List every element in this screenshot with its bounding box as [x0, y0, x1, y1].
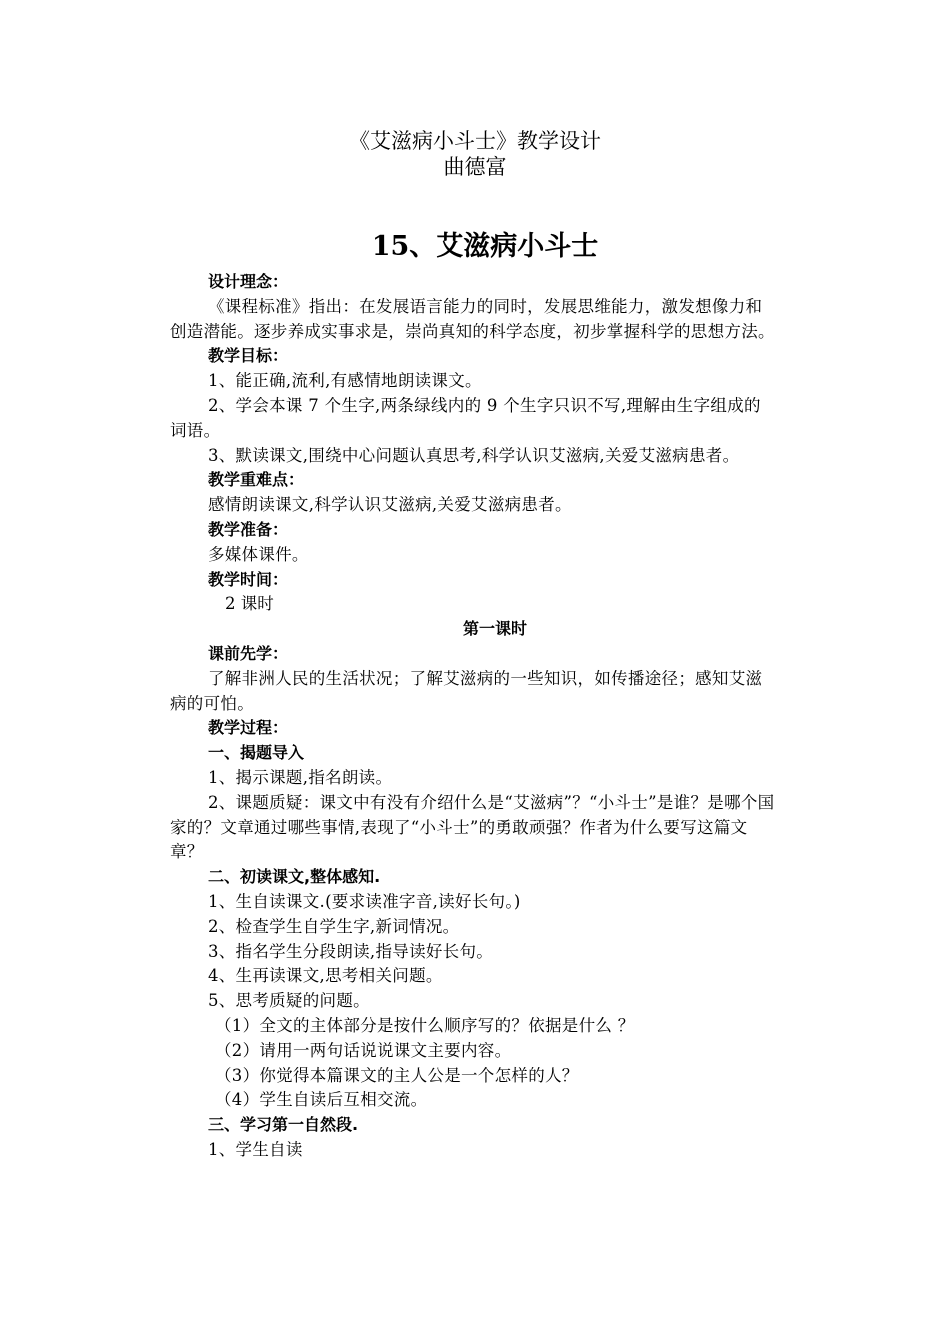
period-title: 第一课时	[462, 619, 527, 639]
process-heading: 教学过程：	[208, 718, 289, 738]
question-item: （2）请用一两句话说说课文主要内容。	[215, 1040, 512, 1060]
section-item: 2、检查学生自学生字,新词情况。	[207, 916, 460, 936]
section-heading: 三、学习第一自然段.	[208, 1115, 359, 1135]
section-item: 1、生自读课文.(要求读准字音,读好长句。)	[207, 891, 521, 911]
preparation-heading: 教学准备：	[208, 519, 289, 539]
time-text: 2 课时	[225, 594, 274, 614]
section-item: 2、课题质疑：课文中有没有介绍什么是“艾滋病”？“小斗士”是谁？是哪个国家的？文章通过哪些事情,表现了“小斗士”的勇敢顽强？作者为什么要写这篇文章？	[170, 792, 775, 862]
author-name: 曲德富	[443, 155, 507, 179]
question-item: （4）学生自读后互相交流。	[215, 1090, 428, 1110]
prestudy-text: 了解非洲人民的生活状况；了解艾滋病的一些知识，如传播途径；感知艾滋病的可怕。	[170, 668, 763, 713]
question-item: （3）你觉得本篇课文的主人公是一个怎样的人？	[215, 1065, 579, 1085]
section-heading: 一、揭题导入	[208, 743, 305, 763]
design-text: 《课程标准》指出：在发展语言能力的同时，发展思维能力，激发想像力和创造潜能。逐步养成实事求是，崇尚真知的科学态度，初步掌握科学的思想方法。	[170, 296, 775, 341]
lesson-title: 15、艾滋病小斗士	[371, 231, 599, 262]
time-heading: 教学时间：	[208, 569, 289, 589]
goals-heading: 教学目标：	[208, 346, 289, 366]
goal-item: 2、学会本课 7 个生字,两条绿线内的 9 个生字只识不写,理解由生字组成的词语。	[170, 395, 761, 440]
section-item: 1、学生自读	[207, 1139, 303, 1159]
document-body	[170, 270, 775, 1163]
question-item: （1）全文的主体部分是按什么顺序写的？依据是什么 ？	[215, 1015, 635, 1035]
key-points-text: 感情朗读课文,科学认识艾滋病,关爱艾滋病患者。	[207, 495, 572, 515]
goal-item: 3、默读课文,围绕中心问题认真思考,科学认识艾滋病,关爱艾滋病患者。	[207, 445, 740, 465]
section-item: 5、思考质疑的问题。	[207, 991, 370, 1011]
section-item: 3、指名学生分段朗读,指导读好长句。	[207, 941, 494, 961]
design-heading: 设计理念：	[208, 272, 289, 291]
prestudy-heading: 课前先学：	[208, 643, 289, 663]
document-title: 《艾滋病小斗士》教学设计	[349, 129, 601, 153]
preparation-text: 多媒体课件。	[207, 544, 309, 564]
section-item: 4、生再读课文,思考相关问题。	[207, 966, 443, 986]
section-heading: 二、初读课文,整体感知.	[208, 867, 381, 887]
key-points-heading: 教学重难点：	[208, 470, 305, 490]
goal-item: 1、能正确,流利,有感情地朗读课文。	[207, 371, 482, 391]
section-item: 1、揭示课题,指名朗读。	[207, 767, 393, 787]
